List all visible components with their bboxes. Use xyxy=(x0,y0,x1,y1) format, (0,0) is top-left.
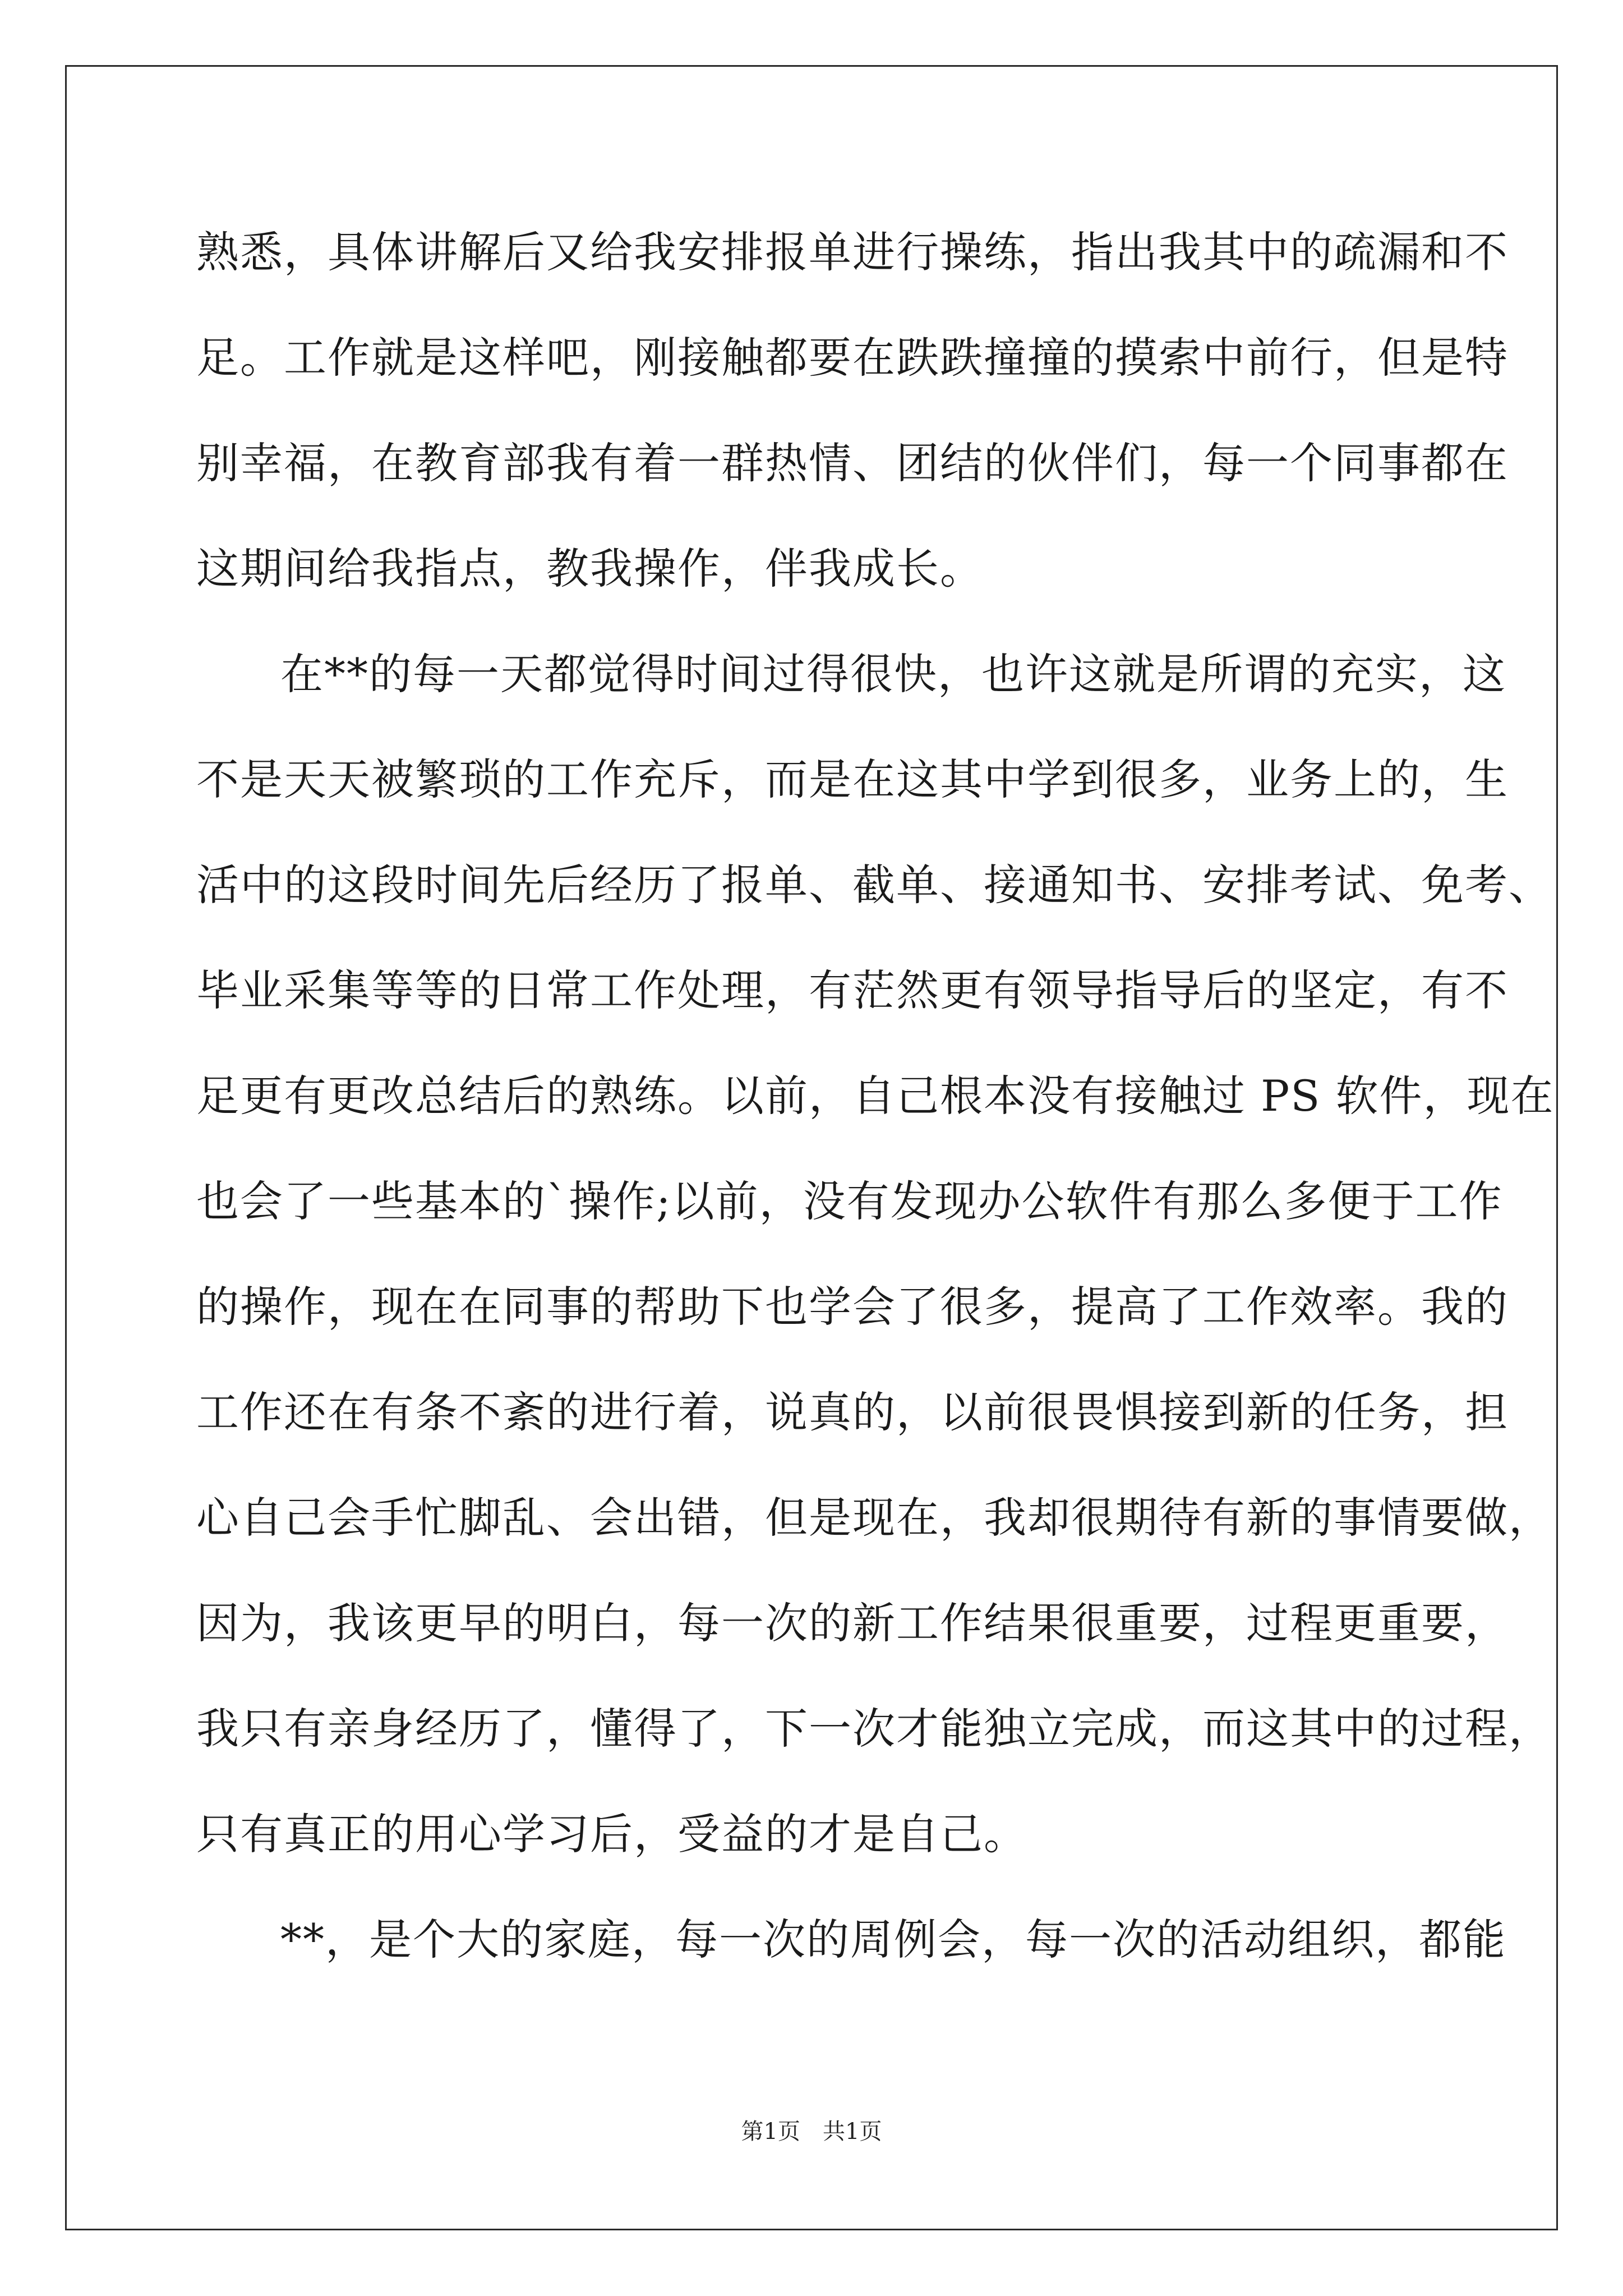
document-body xyxy=(196,213,1555,2006)
text-line: 足。工作就是这样吧，刚接触都要在跌跌撞撞的摸索中前行，但是特 xyxy=(196,333,1509,383)
text-line: 也会了一些基本的`操作;以前，没有发现办公软件有那么多便于工作 xyxy=(196,1176,1503,1226)
text-line: 足更有更改总结后的熟练。以前，自己根本没有接触过 PS 软件，现在 xyxy=(196,1071,1555,1121)
text-line: 别幸福，在教育部我有着一群热情、团结的伙伴们，每一个同事都在 xyxy=(196,438,1509,488)
text-line: 熟悉，具体讲解后又给我安排报单进行操练，指出我其中的疏漏和不 xyxy=(196,227,1509,277)
text-line: 这期间给我指点，教我操作，伴我成长。 xyxy=(196,544,984,593)
text-line: 心自己会手忙脚乱、会出错，但是现在，我却很期待有新的事情要做， xyxy=(196,1493,1552,1543)
page-footer xyxy=(0,2115,1623,2148)
text-line: 的操作，现在在同事的帮助下也学会了很多，提高了工作效率。我的 xyxy=(196,1282,1509,1332)
page-number: 第1页 xyxy=(741,2119,800,2145)
text-line: 不是天天被繁琐的工作充斥，而是在这其中学到很多，业务上的，生 xyxy=(196,754,1509,804)
text-line: 只有真正的用心学习后，受益的才是自己。 xyxy=(196,1809,1027,1859)
paragraph-start-line: 在**的每一天都觉得时间过得很快，也许这就是所谓的充实，这 xyxy=(280,649,1506,699)
text-line: 毕业采集等等的日常工作处理，有茫然更有领导指导后的坚定，有不 xyxy=(196,965,1509,1015)
text-line: 工作还在有条不紊的进行着，说真的，以前很畏惧接到新的任务，担 xyxy=(196,1387,1509,1437)
text-line: 我只有亲身经历了，懂得了，下一次才能独立完成，而这其中的过程， xyxy=(196,1704,1552,1754)
paragraph-start-line: **，是个大的家庭，每一次的周例会，每一次的活动组织，都能 xyxy=(280,1915,1506,1964)
page-total: 共1页 xyxy=(823,2119,882,2145)
text-line: 活中的这段时间先后经历了报单、截单、接通知书、安排考试、免考、 xyxy=(196,860,1552,910)
text-line: 因为，我该更早的明白，每一次的新工作结果很重要，过程更重要， xyxy=(196,1598,1509,1648)
